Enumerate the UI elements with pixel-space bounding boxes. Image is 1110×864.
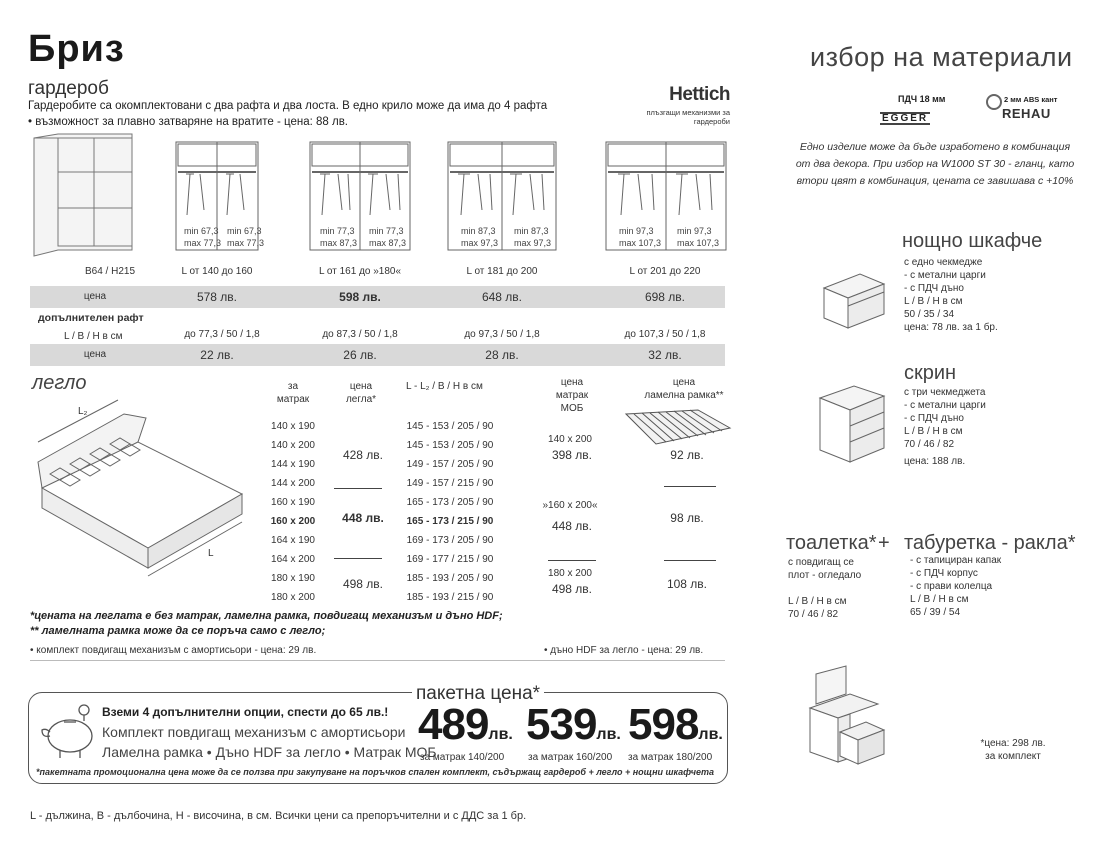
divider — [548, 560, 596, 561]
spec-line: цена: 188 лв. — [904, 456, 966, 467]
header-line: за — [287, 381, 299, 392]
frame-price: 98 лв. — [670, 511, 704, 525]
range-label: L от 181 до 200 — [466, 266, 538, 277]
hettich-logo-block — [610, 84, 730, 126]
hettich-logo: Hettich — [669, 84, 730, 105]
stool-specs — [910, 554, 1001, 619]
bed-size: 164 x 200 — [271, 554, 315, 565]
wardrobe-price: 698 лв. — [644, 290, 686, 304]
materials-note — [790, 139, 1080, 190]
spec-line: L / B / H в см — [904, 426, 963, 437]
bed-size: 144 x 190 — [271, 459, 315, 470]
vanity-stool-drawing — [806, 664, 888, 768]
package-headline: Вземи 4 допълнителни опции, спести до 65 лв.! — [102, 705, 389, 719]
materials-note-line: от два декора. При избор на W1000 ST 30 - гланц, като — [795, 158, 1075, 170]
slatted-frame-drawing — [622, 406, 734, 448]
bed-dims: 185 - 193 / 205 / 90 — [406, 573, 494, 584]
spec-line: - с метални царги — [904, 400, 986, 411]
wardrobe-size-label: B64 / H215 — [84, 266, 136, 277]
min-label: min 77,3 — [320, 226, 355, 236]
wardrobe-drawing — [30, 132, 140, 260]
package-footnote: *пакетната промоционална цена може да се ползва при закупуване на поръчков спален комплект, съдържащ гардероб + легло + нощни шкафчета — [36, 767, 715, 777]
materials-title: избор на материали — [810, 42, 1073, 72]
header-line: цена — [560, 377, 584, 388]
spec-line: L / B / H в см — [788, 596, 847, 607]
min-label: min 67,3 — [227, 226, 262, 236]
wardrobe-price: 648 лв. — [481, 290, 523, 304]
bed-size: 140 x 200 — [271, 440, 315, 451]
min-label: min 87,3 — [514, 226, 549, 236]
bed-l2-label: L₂ — [78, 406, 88, 417]
rehau-mark-icon — [986, 94, 1002, 110]
set-price — [968, 737, 1058, 763]
frame-price: 92 лв. — [670, 448, 704, 462]
max-label: max 107,3 — [677, 238, 720, 248]
package-price-140 — [418, 700, 513, 750]
min-label: min 77,3 — [369, 226, 404, 236]
bed-note-1: *цената на леглата е без матрак, ламелна рамка, повдигащ механизъм и дъно HDF; — [30, 610, 503, 622]
spec-line: 70 / 46 / 82 — [788, 609, 839, 620]
spec-line: с повдигащ се — [788, 557, 854, 568]
package-price-caption: за матрак 180/200 — [628, 752, 713, 763]
spec-line: цена: 78 лв. за 1 бр. — [904, 322, 998, 333]
range-label: L от 140 до 160 — [181, 266, 253, 277]
shelf-price: 32 лв. — [648, 348, 682, 362]
min-label: min 97,3 — [619, 226, 654, 236]
divider — [334, 488, 382, 489]
bed-l-label: L — [208, 548, 214, 559]
nightstand-drawing — [818, 270, 888, 332]
spec-line: - с ПДЧ корпус — [910, 568, 978, 579]
stool-title: табуретка - ракла* — [904, 532, 1076, 554]
col-frame-header — [624, 376, 744, 402]
rehau-logo: REHAU — [1002, 106, 1051, 121]
package-price-caption: за матрак 160/200 — [528, 752, 613, 763]
package-price-unit: лв. — [488, 726, 513, 743]
spec-line: 65 / 39 / 54 — [910, 607, 961, 618]
divider — [664, 560, 716, 561]
abs-label: 2 мм ABS кант — [1004, 95, 1058, 104]
range-label: L от 201 до 220 — [629, 266, 701, 277]
wardrobe-price: 598 лв. — [339, 290, 381, 304]
package-price-unit: лв. — [596, 726, 621, 743]
bed-price: 428 лв. — [342, 448, 384, 462]
spec-line: - с ПДЧ дъно — [904, 283, 964, 294]
bed-dims: 145 - 153 / 205 / 90 — [406, 421, 494, 432]
max-label: max 107,3 — [619, 238, 662, 248]
extra-shelf-label: допълнителен рафт — [38, 312, 144, 324]
mob-price: 498 лв. — [551, 582, 593, 596]
bed-size: 164 x 190 — [271, 535, 315, 546]
bed-dims: 165 - 173 / 215 / 90 — [406, 516, 494, 527]
package-price-number: 539 — [526, 700, 597, 749]
header-line: матрак — [276, 394, 310, 405]
shelf-dims: до 107,3 / 50 / 1,8 — [624, 329, 706, 340]
mob-size: »160 x 200« — [542, 500, 598, 511]
bed-size: 160 x 190 — [271, 497, 315, 508]
header-line: МОБ — [560, 403, 584, 414]
mob-price: 448 лв. — [551, 519, 593, 533]
col-dims-header: L - L₂ / B / H в см — [406, 381, 483, 392]
spec-line: - с тапициран капак — [910, 555, 1002, 566]
bed-dims: 169 - 177 / 215 / 90 — [406, 554, 494, 565]
spec-line: с три чекмеджета — [904, 387, 986, 398]
divider — [664, 486, 716, 487]
col-mob-header — [542, 376, 602, 415]
spec-line: - с ПДЧ дъно — [904, 413, 964, 424]
product-subtitle: гардероб — [28, 78, 109, 99]
range-label: L от 161 до »180« — [318, 266, 402, 277]
plus-sign: + — [878, 532, 890, 554]
bed-price: 498 лв. — [342, 577, 384, 591]
header-line: матрак — [555, 390, 589, 401]
price-label: цена — [83, 291, 107, 302]
shelf-price: 22 лв. — [200, 348, 234, 362]
header-line: цена — [349, 381, 373, 392]
max-label: max 97,3 — [461, 238, 499, 248]
bed-dims-list — [400, 417, 500, 607]
package-price-number: 598 — [628, 700, 699, 749]
bed-size: 180 x 190 — [271, 573, 315, 584]
package-price-unit: лв. — [698, 726, 723, 743]
dresser-drawing — [816, 384, 888, 466]
package-line-1: Комплект повдигащ механизъм с амортисьори — [102, 724, 406, 740]
lift-mechanism-option: • комплект повдигащ механизъм с амортисьори - цена: 29 лв. — [30, 645, 317, 656]
min-label: min 67,3 — [184, 226, 219, 236]
frame-price: 108 лв. — [666, 577, 708, 591]
bed-price: 448 лв. — [342, 511, 384, 525]
wardrobe-price: 578 лв. — [196, 290, 238, 304]
dresser-title: скрин — [904, 362, 957, 384]
bed-size: 180 x 200 — [271, 592, 315, 603]
bed-size: 140 x 190 — [271, 421, 315, 432]
dresser-specs — [904, 386, 986, 468]
header-line: легла* — [345, 394, 377, 405]
package-price-160 — [526, 700, 621, 750]
shelf-dims: до 87,3 / 50 / 1,8 — [322, 329, 398, 340]
set-price-line: за комплект — [985, 751, 1041, 762]
shelf-price-label: цена — [83, 349, 107, 360]
package-price-180 — [628, 700, 723, 750]
dims-label: L / B / H в см — [64, 331, 123, 342]
spec-line: 50 / 35 / 34 — [904, 309, 955, 320]
hdf-option: • дъно HDF за легло - цена: 29 лв. — [544, 645, 704, 656]
max-label: max 77,3 — [227, 238, 265, 248]
spec-line — [788, 582, 861, 595]
section-divider — [30, 660, 725, 661]
nightstand-title: нощно шкафче — [902, 230, 1043, 252]
col-mattress-header — [268, 380, 318, 406]
max-label: max 97,3 — [514, 238, 552, 248]
bed-sizes-list — [266, 417, 320, 607]
max-label: max 87,3 — [320, 238, 358, 248]
mob-size: 140 x 200 — [548, 434, 592, 445]
bed-dims: 145 - 153 / 205 / 90 — [406, 440, 494, 451]
vanity-title: тоалетка* — [786, 532, 877, 554]
spec-line: - с прави колелца — [910, 581, 993, 592]
spec-line: L / B / H в см — [910, 594, 969, 605]
shelf-price: 28 лв. — [485, 348, 519, 362]
bed-dims: 149 - 157 / 205 / 90 — [406, 459, 494, 470]
min-label: min 97,3 — [677, 226, 712, 236]
nightstand-specs — [904, 256, 998, 334]
egger-logo: EGGER — [882, 113, 929, 124]
shelf-dims: до 77,3 / 50 / 1,8 — [184, 329, 260, 340]
bed-title: легло — [32, 372, 87, 394]
spec-line: 70 / 46 / 82 — [904, 439, 955, 450]
materials-note-line: Едно изделие може да бъде изработено в комбинация — [799, 141, 1071, 153]
max-label: max 77,3 — [184, 238, 222, 248]
package-price-caption: за матрак 140/200 — [420, 752, 505, 763]
intro-text: Гардеробите са окомплектовани с два рафта и два лоста. В едно крило може да има до 4 рафта — [28, 100, 548, 112]
bed-size: 144 x 200 — [271, 478, 315, 489]
header-line: цена — [672, 377, 696, 388]
footer-legend: L - дължина, B - дълбочина, H - височина, в см. Всички цени са препоръчителни и с ДДС за 1 бр. — [30, 810, 527, 822]
shelf-price: 26 лв. — [343, 348, 377, 362]
pdch-label: ПДЧ 18 мм — [898, 94, 946, 104]
bed-dims: 169 - 173 / 205 / 90 — [406, 535, 494, 546]
bed-note-2: ** ламелната рамка може да се поръча само с легло; — [30, 625, 326, 637]
min-label: min 87,3 — [461, 226, 496, 236]
hettich-caption: плъзгащи механизми за гардероби — [646, 108, 730, 126]
shelf-dims: до 97,3 / 50 / 1,8 — [464, 329, 540, 340]
col-bed-price-header — [336, 380, 386, 406]
piggy-bank-icon — [36, 702, 98, 760]
mob-size: 180 x 200 — [548, 568, 592, 579]
product-title: Бриз — [28, 28, 125, 70]
bed-dims: 165 - 173 / 205 / 90 — [406, 497, 494, 508]
spec-line: с едно чекмедже — [904, 257, 983, 268]
bed-dims: 149 - 157 / 215 / 90 — [406, 478, 494, 489]
set-price-line: *цена: 298 лв. — [980, 738, 1046, 749]
header-line: ламелна рамка** — [644, 390, 724, 401]
vanity-specs — [788, 556, 861, 621]
bed-drawing — [28, 398, 260, 584]
spec-line: плот - огледало — [788, 570, 862, 581]
spec-line: L / B / H в см — [904, 296, 963, 307]
spec-line: - с метални царги — [904, 270, 986, 281]
bed-size: 160 x 200 — [270, 516, 316, 527]
bed-dims: 185 - 193 / 215 / 90 — [406, 592, 494, 603]
materials-note-line: втори цвят в комбинация, цената се завишава с +10% — [796, 175, 1074, 187]
package-title: пакетна цена* — [412, 683, 544, 705]
package-price-number: 489 — [418, 700, 489, 749]
mob-price: 398 лв. — [551, 448, 593, 462]
soft-close-option: • възможност за плавно затваряне на вратите - цена: 88 лв. — [28, 116, 349, 128]
max-label: max 87,3 — [369, 238, 407, 248]
package-line-2: Ламелна рамка • Дъно HDF за легло • Матрак МОБ — [102, 744, 437, 760]
divider — [334, 558, 382, 559]
